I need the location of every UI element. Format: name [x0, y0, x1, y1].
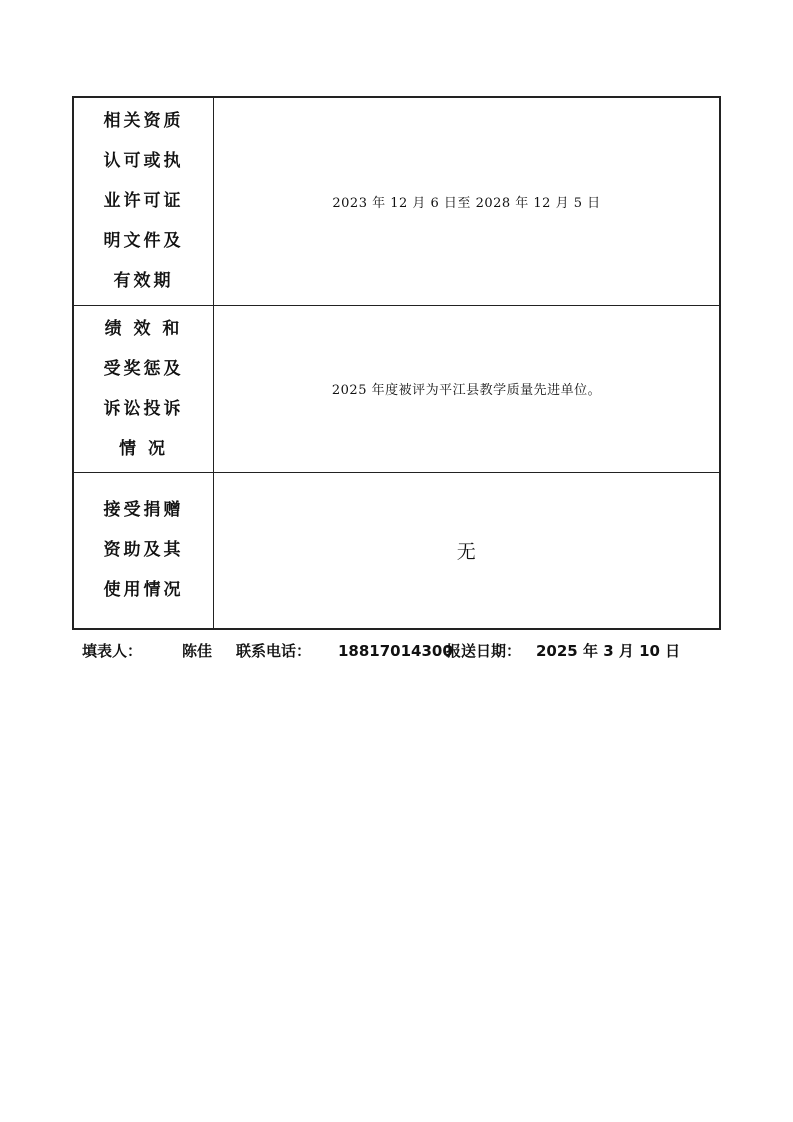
phone-number: 18817014300 — [338, 641, 453, 660]
footer-line — [82, 640, 742, 661]
qualification-label-cell — [73, 97, 214, 305]
label-line: 有效期 — [113, 271, 174, 292]
performance-value: 2025 年度被评为平江县教学质量先进单位。 — [331, 383, 602, 398]
table-row — [73, 305, 720, 472]
donation-label — [74, 490, 213, 610]
label-line: 相关资质 — [103, 111, 184, 132]
donation-label-cell — [73, 472, 214, 629]
donation-value: 无 — [456, 540, 477, 563]
phone-label: 联系电话： — [236, 642, 312, 660]
report-date: 2025 年 3 月 10 日 — [536, 642, 681, 660]
donation-value-cell — [214, 472, 721, 629]
label-line: 使用情况 — [103, 580, 184, 601]
performance-label-cell — [73, 305, 214, 472]
label-line: 业许可证 — [103, 191, 184, 212]
label-line: 资助及其 — [103, 540, 184, 561]
performance-label — [74, 309, 213, 469]
performance-value-cell — [214, 305, 721, 472]
label-line: 受奖惩及 — [103, 358, 184, 379]
info-table — [72, 96, 721, 630]
label-line: 诉讼投诉 — [103, 398, 184, 419]
filler-name: 陈佳 — [182, 642, 213, 660]
table-row — [73, 97, 720, 305]
qualification-value-cell — [214, 97, 721, 305]
date-label: 报送日期： — [446, 642, 522, 660]
label-line: 认可或执 — [103, 151, 184, 172]
filler-label: 填表人： — [82, 642, 143, 660]
label-line: 情 况 — [119, 438, 168, 459]
label-line: 明文件及 — [103, 231, 184, 252]
label-line: 绩 效 和 — [104, 318, 183, 339]
table-row — [73, 472, 720, 629]
qualification-validity-value: 2023 年 12 月 6 日至 2028 年 12 月 5 日 — [332, 195, 601, 211]
label-line: 接受捐赠 — [103, 500, 184, 521]
qualification-label — [74, 101, 213, 301]
